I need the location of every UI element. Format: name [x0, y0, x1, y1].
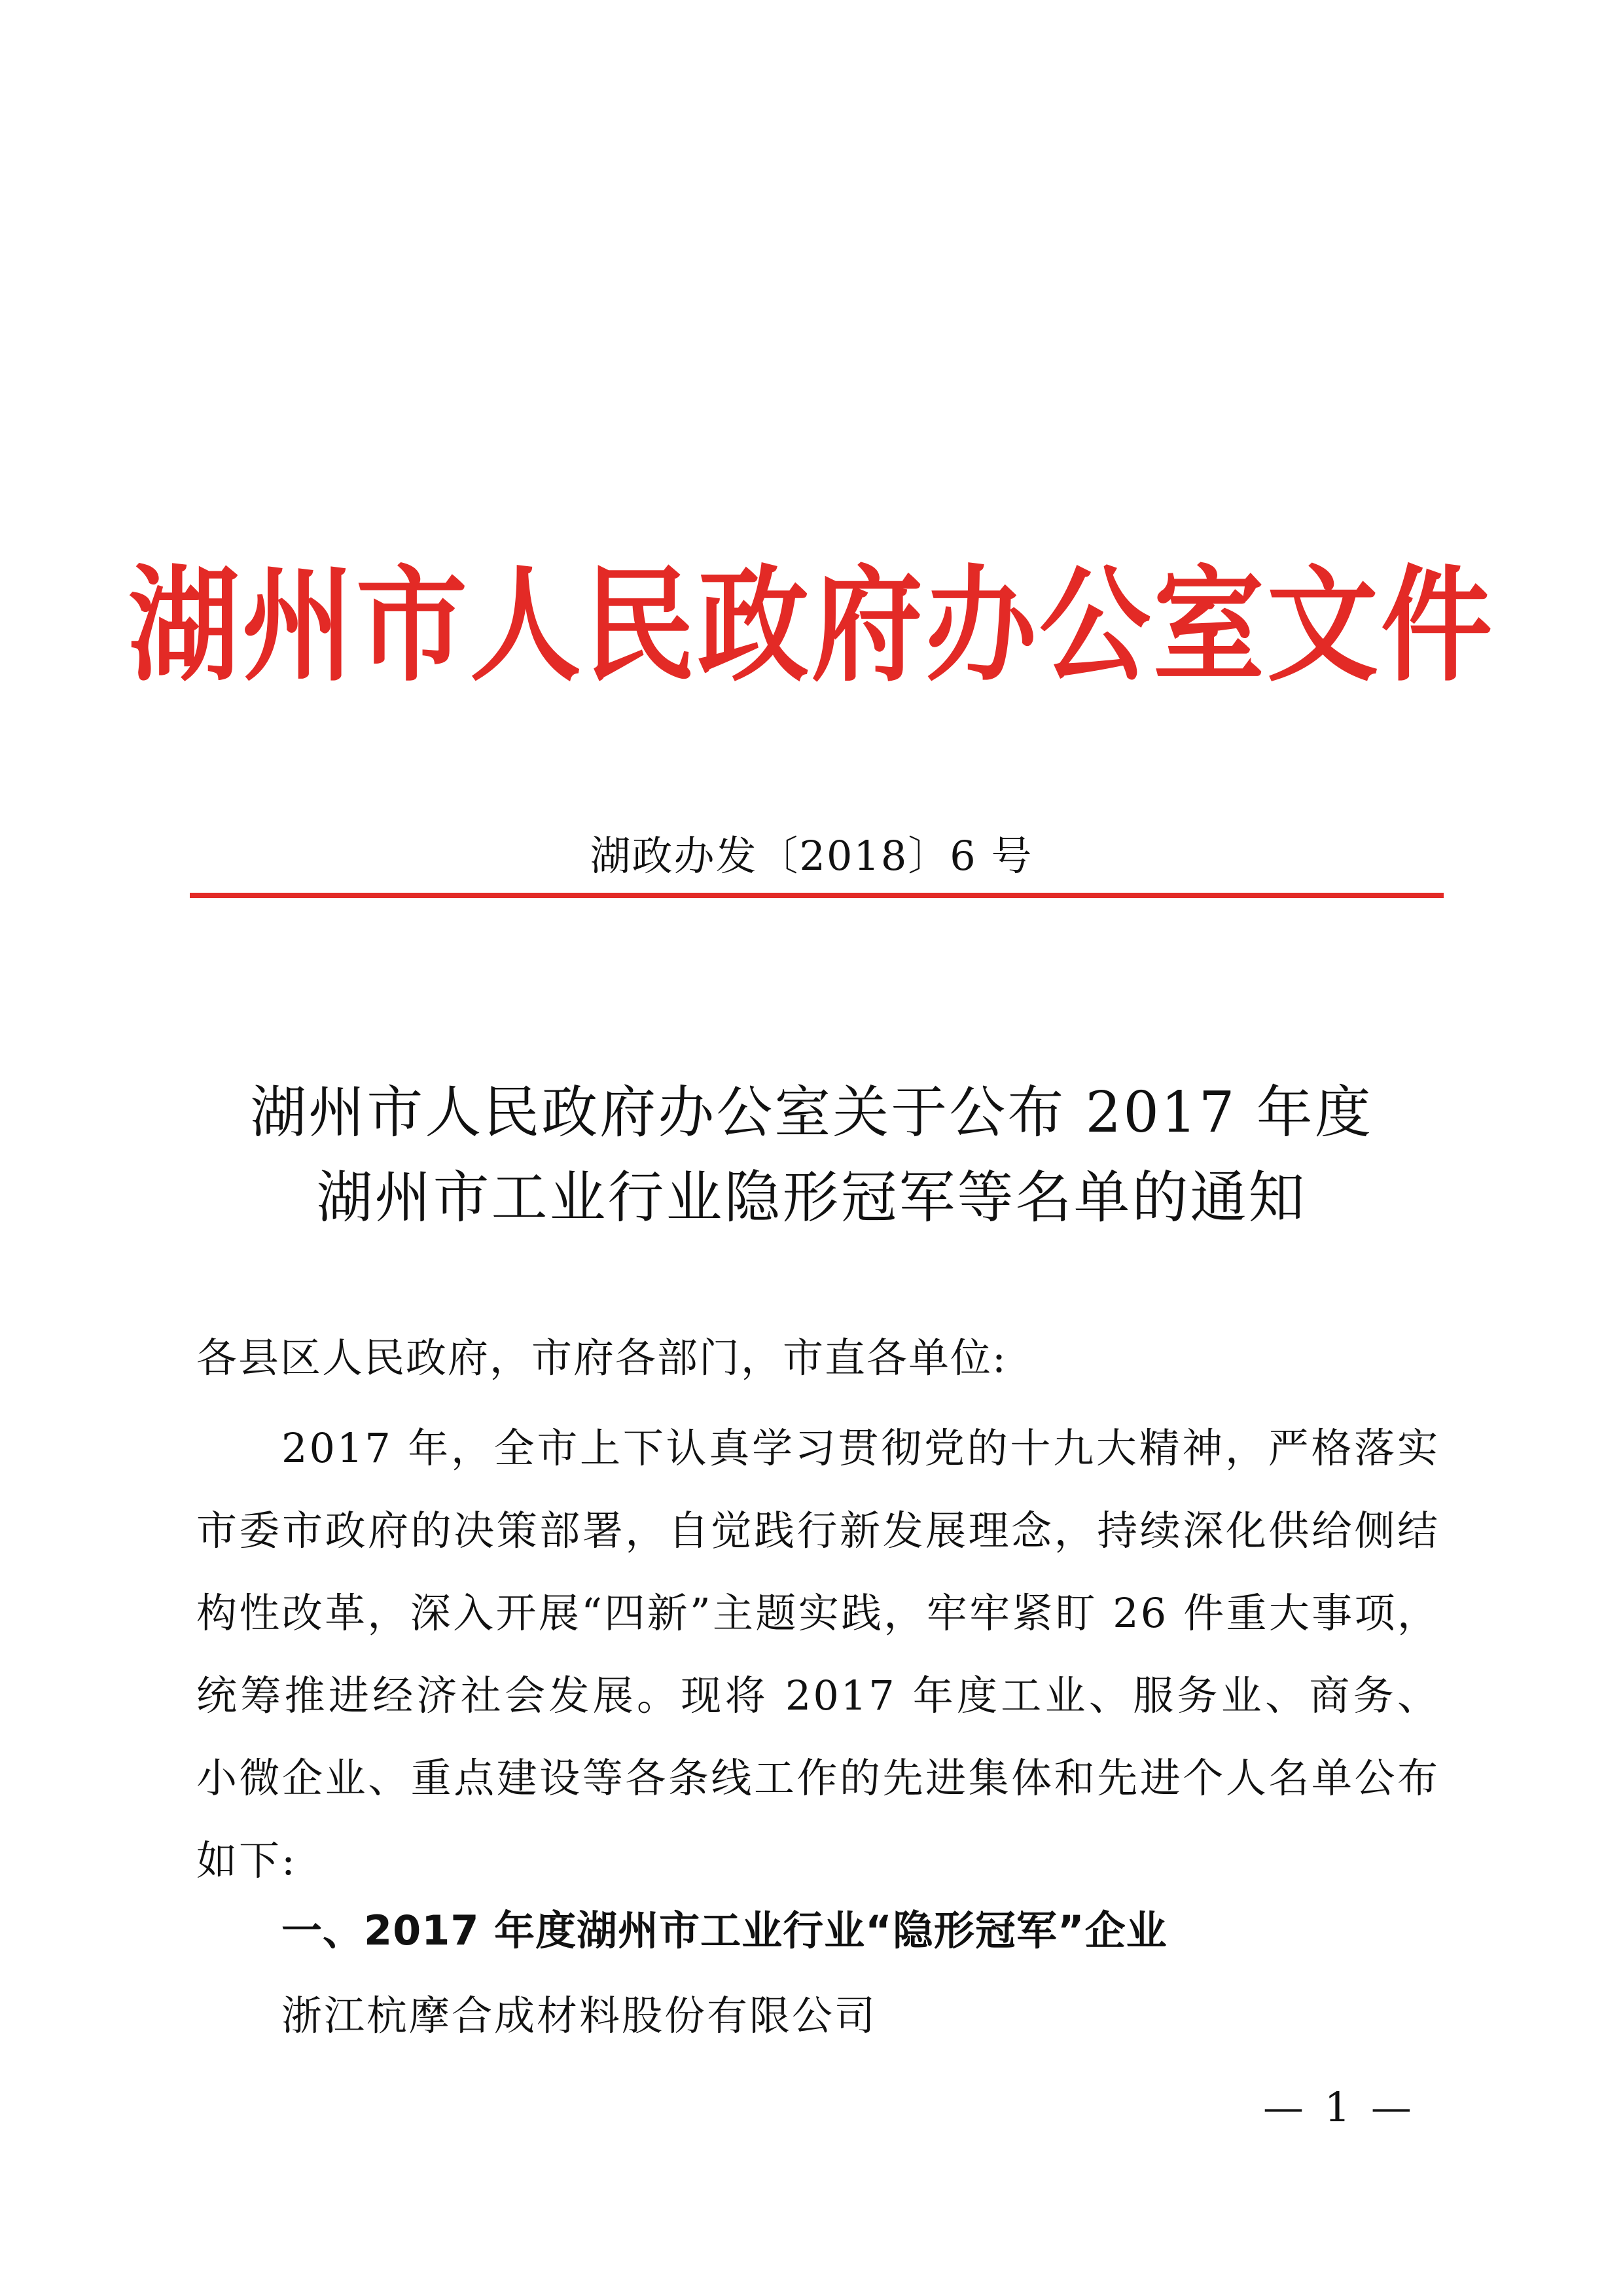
red-separator-line [190, 893, 1444, 898]
salutation: 各县区人民政府，市府各部门，市直各单位: [196, 1334, 1007, 1382]
document-title-line-2: 湖州市工业行业隐形冠军等名单的通知 [316, 1165, 1307, 1230]
page-number: — 1 — [1263, 2083, 1416, 2131]
document-title-line-1: 湖州市人民政府办公室关于公布 2017 年度 [250, 1080, 1373, 1145]
body-paragraph: 2017 年，全市上下认真学习贯彻党的十九大精神，严格落实市委市政府的决策部署，自觉践行新发展理念，持续深化供给侧结构性改革，深入开展“四新”主题实践，牢牢紧盯 26 件重大事项，统筹推进经济社会发展。现将 2017 年度工业、服务业、商务、小微企业、重点建设等各条线工作的先进集体和先进个人名单公布如下: [196, 1424, 1440, 1884]
section-heading: 一、2017 年度湖州市工业行业“隐形冠军”企业 [281, 1907, 1168, 1954]
document-masthead: 湖州市人民政府办公室文件 [128, 554, 1495, 699]
document-number: 湖政办发〔2018〕6 号 [590, 832, 1033, 880]
company-name: 浙江杭摩合成材料股份有限公司 [281, 1992, 878, 2039]
